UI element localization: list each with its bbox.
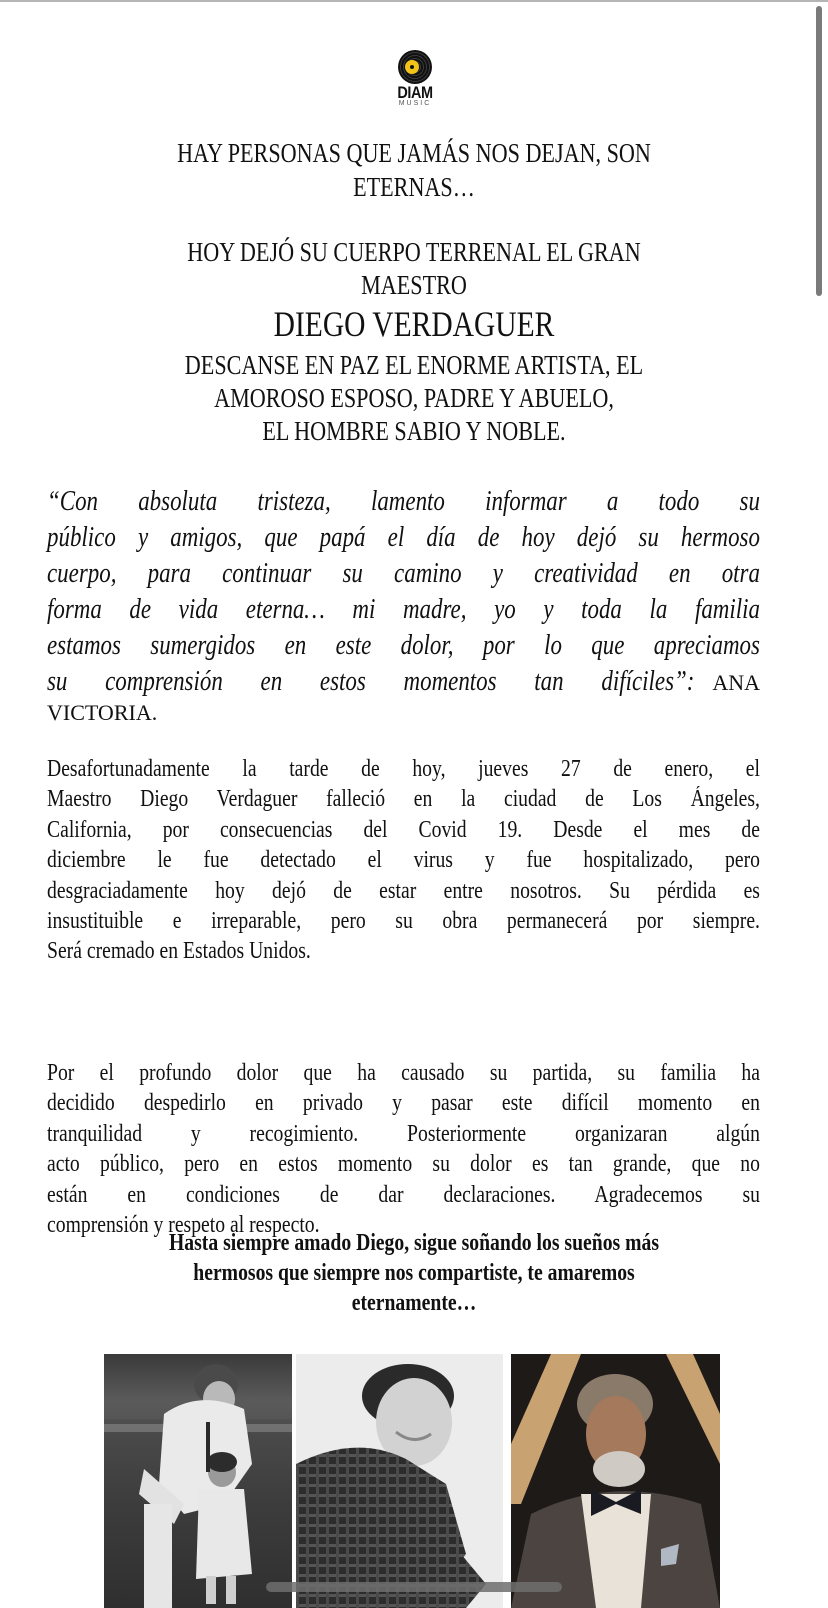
record-hole (410, 65, 414, 69)
photo-young-man (296, 1354, 503, 1608)
paragraph-announcement (47, 756, 760, 969)
top-divider (0, 0, 828, 2)
quote-line: cuerpo, para continuar su camino y creatividad en otra (47, 558, 760, 589)
closing-message (0, 1228, 828, 1318)
paragraph-line: diciembre le fue detectado el virus y fue hospitalizado, pero (47, 847, 760, 874)
quote-attribution: ANA (712, 670, 760, 695)
paragraph-family (47, 1060, 760, 1242)
photo-older-man (511, 1354, 720, 1608)
home-indicator[interactable] (266, 1582, 562, 1592)
paragraph-line: Maestro Diego Verdaguer falleció en la ciudad de Los Ángeles, (47, 786, 760, 813)
brand-tagline: MUSIC (398, 100, 432, 107)
paragraph-line: tranquilidad y recogimiento. Posteriormente organizaran algún (47, 1120, 760, 1147)
headline-line: EL HOMBRE SABIO Y NOBLE. (262, 416, 566, 446)
paragraph-line: decidido despedirlo en privado y pasar este difícil momento en (47, 1090, 760, 1117)
headline-tribute (0, 349, 828, 448)
paragraph-line: están en condiciones de dar declaraciones. Agradecemos su (47, 1181, 760, 1208)
quote-line: público y amigos, que papá el día de hoy dejó su hermoso (47, 522, 760, 553)
photo-vintage-father-child (104, 1354, 292, 1608)
paragraph-line: California, por consecuencias del Covid 19. Desde el mes de (47, 816, 760, 843)
paragraph-line: insustituible e irreparable, pero su obra permanecerá por siempre. (47, 907, 760, 934)
quote-line: su comprensión en estos momentos tan difíciles”: (47, 666, 695, 697)
quote-line: estamos sumergidos en este dolor, por lo que apreciamos (47, 630, 760, 661)
paragraph-line: Por el profundo dolor que ha causado su partida, su familia ha (47, 1060, 760, 1086)
headline-line: MAESTRO (361, 270, 467, 300)
artist-name (0, 303, 828, 345)
photo-older-man-illustration (511, 1354, 720, 1608)
paragraph-line: Será cremado en Estados Unidos. (47, 938, 311, 965)
headline-line: HAY PERSONAS QUE JAMÁS NOS DEJAN, SON (177, 138, 651, 168)
paragraph-line: acto público, pero en estos momento su dolor es tan grande, que no (47, 1151, 760, 1178)
headline-line: AMOROSO ESPOSO, PADRE Y ABUELO, (214, 383, 614, 413)
photo-vintage-illustration (104, 1354, 292, 1608)
diam-music-logo (393, 50, 437, 112)
headline-eternas (0, 136, 828, 204)
quote-attribution-cont: VICTORIA. (47, 700, 158, 725)
quote-line: “Con absoluta tristeza, lamento informar a todo su (47, 486, 760, 517)
brand-name: DIAM (397, 83, 433, 102)
paragraph-line: comprensión y respeto al respecto. (47, 1211, 320, 1238)
headline-announcement (0, 236, 828, 302)
artist-name-text: DIEGO VERDAGUER (273, 304, 555, 344)
headline-line: DESCANSE EN PAZ EL ENORME ARTISTA, EL (184, 350, 644, 380)
photo-young-man-illustration (296, 1354, 503, 1608)
family-quote (47, 486, 760, 738)
closing-line: Hasta siempre amado Diego, sigue soñando los sueños más (168, 1230, 660, 1256)
closing-line: hermosos que siempre nos compartiste, te amaremos (193, 1260, 635, 1286)
paragraph-line: desgraciadamente hoy dejó de estar entre nosotros. Su pérdida es (47, 877, 760, 904)
quote-line: forma de vida eterna… mi madre, yo y toda la familia (47, 594, 760, 625)
headline-line: HOY DEJÓ SU CUERPO TERRENAL EL GRAN (187, 237, 641, 267)
paragraph-line: Desafortunadamente la tarde de hoy, jueves 27 de enero, el (47, 756, 760, 782)
closing-line: eternamente… (351, 1290, 477, 1316)
headline-line: ETERNAS… (353, 172, 475, 202)
